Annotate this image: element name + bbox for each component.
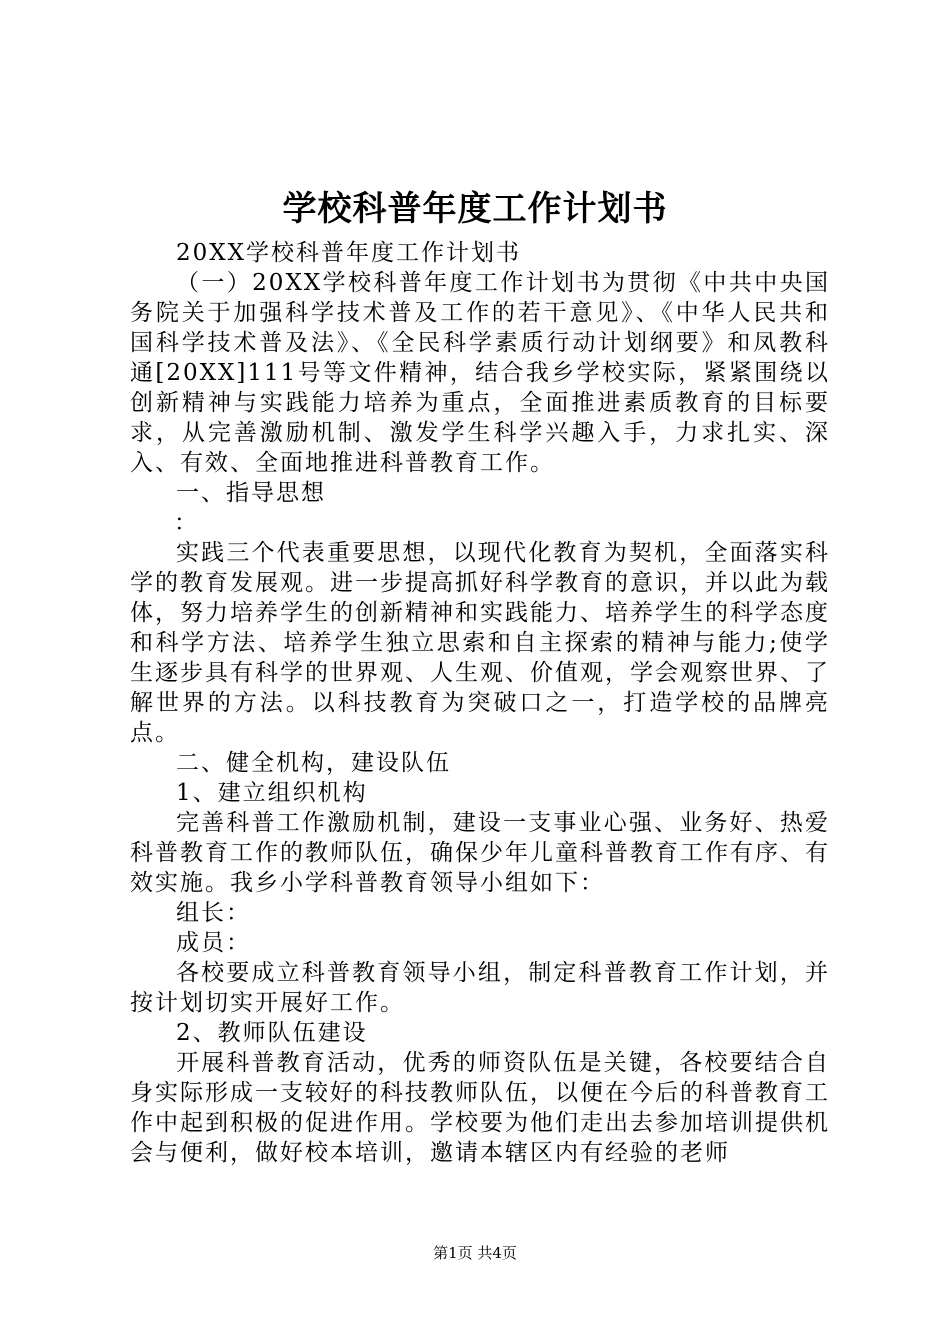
document-title: 学校科普年度工作计划书 (282, 189, 668, 229)
subsection-heading-organization-setup: 1、建立组织机构 (176, 780, 368, 806)
teacher-team-paragraph: 开展科普教育活动，优秀的师资队伍是关键，各校要结合自身实际形成一支较好的科技教师队伍，以便在今后的科普教育工作中起到积极的促进作用。学校要为他们走出去参加培训提供机会与便利，做好校本培训，邀请本辖区内有经验的老师 (130, 1050, 830, 1166)
guiding-thought-paragraph: 实践三个代表重要思想，以现代化教育为契机，全面落实科学的教育发展观。进一步提高抓好科学教育的意识，并以此为载体，努力培养学生的创新精神和实践能力、培养学生的科学态度和科学方法、培养学生独立思索和自主探索的精神与能力;使学生逐步具有科学的世界观、人生观、价值观，学会观察世界、了解世界的方法。以科技教育为突破口之一，打造学校的品牌亮点。 (130, 540, 830, 746)
intro-paragraph: （一）20XX学校科普年度工作计划书为贯彻《中共中央国务院关于加强科学技术普及工作的若干意见》、《中华人民共和国科学技术普及法》、《全民科学素质行动计划纲要》和凤教科通[20XX]111号等文件精神，结合我乡学校实际，紧紧围绕以创新精神与实践能力培养为重点，全面推进素质教育的目标要求，从完善激励机制、激发学生科学兴趣入手，力求扎实、深入、有效、全面地推进科普教育工作。 (130, 270, 830, 476)
subtitle-paragraph: 20XX学校科普年度工作计划书 (176, 240, 522, 266)
organization-paragraph: 完善科普工作激励机制，建设一支事业心强、业务好、热爱科普教育工作的教师队伍，确保少年儿童科普教育工作有序、有效实施。我乡小学科普教育领导小组如下： (130, 810, 830, 896)
page-footer: 第1页 共4页 (433, 1244, 517, 1262)
document-body (130, 238, 830, 1168)
group-leader-line: 组长： (176, 900, 251, 926)
members-line: 成员： (176, 930, 251, 956)
subsection-heading-teacher-team: 2、教师队伍建设 (176, 1020, 368, 1046)
school-group-paragraph: 各校要成立科普教育领导小组，制定科普教育工作计划，并按计划切实开展好工作。 (130, 960, 830, 1016)
colon-line: ： (174, 510, 199, 536)
section-heading-guiding-thought: 一、指导思想 (176, 480, 326, 506)
section-heading-organization: 二、健全机构，建设队伍 (176, 750, 451, 776)
